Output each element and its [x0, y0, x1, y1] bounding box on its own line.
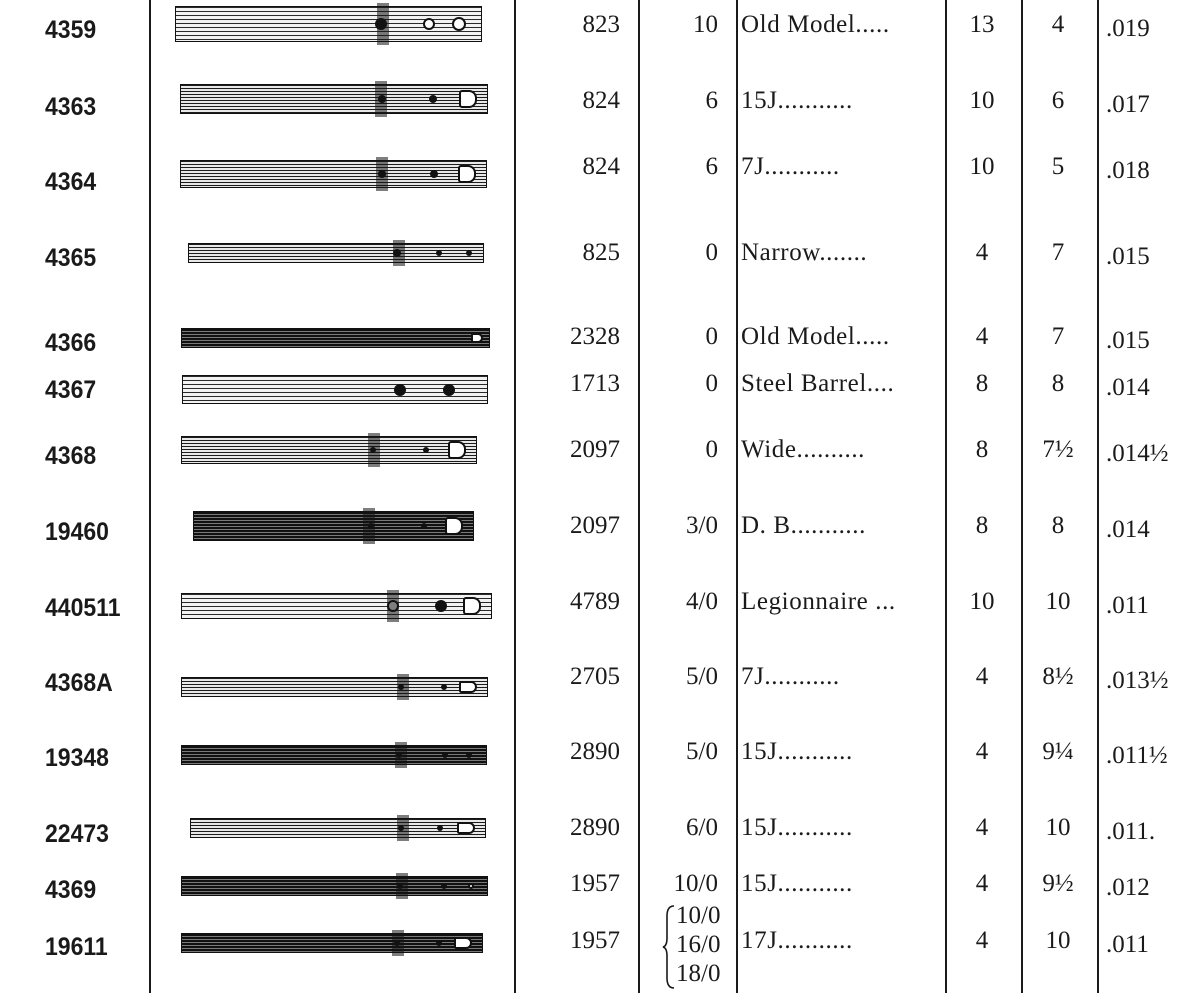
watch-size: 0: [705, 436, 718, 463]
strip-hole: [430, 170, 438, 178]
column-rule-2: [514, 0, 516, 993]
column-7-value: 8: [1051, 370, 1065, 397]
part-number: 19611: [45, 933, 108, 961]
size-list: [676, 901, 720, 988]
model-description: Wide..........: [741, 436, 866, 463]
strip-eye: [459, 681, 477, 693]
strip-brace: [363, 508, 375, 544]
reference-number: 1713: [570, 370, 620, 397]
strip-hole: [436, 250, 442, 256]
model-description: Narrow.......: [741, 239, 868, 266]
column-7-value: 9½: [1042, 870, 1074, 897]
column-rule-7: [1097, 0, 1099, 993]
model-description: 17J...........: [741, 927, 853, 954]
strip-hole: [394, 384, 406, 396]
column-6-value: 4: [975, 927, 989, 954]
strip-hole: [468, 883, 474, 889]
reference-number: 2328: [570, 323, 620, 350]
mainspring-illustration: [181, 328, 490, 348]
column-6-value: 4: [975, 663, 989, 690]
column-8-value: .011: [1106, 931, 1149, 958]
reference-number: 824: [582, 153, 620, 180]
model-description: D. B...........: [741, 512, 866, 539]
size-brace: [662, 904, 676, 990]
reference-number: 825: [582, 239, 620, 266]
watch-size: 6: [705, 153, 718, 180]
reference-number: 2705: [570, 663, 620, 690]
column-rule-3: [638, 0, 640, 993]
part-number: 4366: [45, 329, 97, 357]
part-number: 4364: [45, 168, 97, 196]
mainspring-illustration: [181, 876, 488, 896]
watch-size: 10/0: [673, 870, 718, 897]
column-8-value: .015: [1106, 327, 1150, 354]
model-description: 15J...........: [741, 814, 853, 841]
strip-hole: [429, 95, 437, 103]
strip-brace: [375, 81, 387, 117]
mainspring-illustration: [193, 511, 474, 541]
strip-eye: [458, 165, 476, 183]
model-description: Old Model.....: [741, 323, 890, 350]
column-7-value: 10: [1045, 588, 1071, 615]
watch-size: 6: [705, 87, 718, 114]
reference-number: 1957: [570, 927, 620, 954]
column-6-value: 8: [975, 512, 989, 539]
strip-hole: [421, 523, 427, 529]
strip-brace: [397, 815, 409, 841]
column-6-value: 8: [975, 436, 989, 463]
strip-brace: [387, 590, 399, 622]
column-8-value: .019: [1106, 15, 1150, 42]
model-description: 7J...........: [741, 153, 840, 180]
watch-size: 5/0: [686, 738, 718, 765]
part-number: 4365: [45, 244, 97, 272]
column-6-value: 4: [975, 323, 989, 350]
strip-brace: [396, 873, 408, 899]
strip-brace: [377, 3, 389, 45]
model-description: 7J...........: [741, 663, 840, 690]
strip-hole: [466, 250, 472, 256]
column-8-value: .012: [1106, 874, 1150, 901]
watch-size: 3/0: [686, 512, 718, 539]
column-8-value: .014: [1106, 516, 1150, 543]
column-8-value: .011: [1106, 592, 1149, 619]
part-number: 4368: [45, 442, 97, 470]
part-number: 440511: [45, 594, 121, 622]
strip-eye: [457, 822, 475, 834]
part-number: 4359: [45, 16, 97, 44]
column-8-value: .017: [1106, 91, 1150, 118]
strip-brace: [376, 157, 388, 191]
strip-hole: [452, 17, 466, 31]
model-description: Steel Barrel....: [741, 370, 895, 397]
part-number: 19348: [45, 744, 109, 772]
column-6-value: 13: [969, 11, 995, 38]
watch-size: 0: [705, 323, 718, 350]
part-number: 4368A: [45, 669, 113, 697]
column-6-value: 10: [969, 588, 995, 615]
strip-brace: [392, 930, 404, 956]
mainspring-illustration: [175, 6, 482, 42]
column-rule-6: [1021, 0, 1023, 993]
reference-number: 2890: [570, 738, 620, 765]
watch-size: 5/0: [686, 663, 718, 690]
mainspring-illustration: [181, 593, 492, 619]
model-description: 15J...........: [741, 87, 853, 114]
column-rule-1: [149, 0, 151, 993]
watch-size: 18/0: [676, 960, 721, 987]
strip-hole: [441, 883, 447, 889]
watch-size: 10/0: [676, 902, 721, 929]
column-6-value: 4: [975, 239, 989, 266]
column-7-value: 7: [1051, 239, 1065, 266]
strip-hole: [423, 18, 435, 30]
column-7-value: 9¼: [1042, 738, 1074, 765]
mainspring-illustration: [180, 160, 487, 188]
column-6-value: 8: [975, 370, 989, 397]
strip-brace: [397, 674, 409, 700]
strip-eye: [471, 333, 483, 343]
column-8-value: .011½: [1106, 742, 1168, 769]
reference-number: 1957: [570, 870, 620, 897]
column-6-value: 10: [969, 87, 995, 114]
strip-hole: [442, 752, 448, 758]
column-rule-4: [736, 0, 738, 993]
column-6-value: 4: [975, 870, 989, 897]
mainspring-illustration: [190, 818, 486, 838]
column-7-value: 10: [1045, 814, 1071, 841]
column-8-value: .014½: [1106, 440, 1169, 467]
column-rule-5: [945, 0, 947, 993]
strip-hole: [437, 825, 443, 831]
column-7-value: 7: [1051, 323, 1065, 350]
column-6-value: 4: [975, 738, 989, 765]
part-number: 4367: [45, 376, 97, 404]
reference-number: 2890: [570, 814, 620, 841]
watch-size: 0: [705, 239, 718, 266]
part-number: 4363: [45, 93, 97, 121]
strip-hole: [441, 684, 447, 690]
strip-eye: [459, 90, 477, 108]
mainspring-illustration: [181, 436, 477, 464]
mainspring-illustration: [181, 745, 487, 765]
model-description: Legionnaire ...: [741, 588, 896, 615]
column-8-value: .014: [1106, 374, 1150, 401]
column-6-value: 10: [969, 153, 995, 180]
watch-size: 10: [693, 11, 718, 38]
part-number: 22473: [45, 820, 109, 848]
column-7-value: 10: [1045, 927, 1071, 954]
strip-hole: [443, 384, 455, 396]
strip-brace: [395, 742, 407, 768]
column-7-value: 8: [1051, 512, 1065, 539]
reference-number: 2097: [570, 512, 620, 539]
reference-number: 4789: [570, 588, 620, 615]
model-description: 15J...........: [741, 870, 853, 897]
column-7-value: 5: [1051, 153, 1065, 180]
strip-eye: [454, 937, 472, 949]
column-7-value: 7½: [1042, 436, 1074, 463]
mainspring-illustration: [181, 677, 488, 697]
reference-number: 823: [582, 11, 620, 38]
strip-hole: [436, 940, 442, 946]
watch-size: 0: [705, 370, 718, 397]
model-description: Old Model.....: [741, 11, 890, 38]
strip-hole: [423, 447, 429, 453]
column-8-value: .015: [1106, 243, 1150, 270]
reference-number: 824: [582, 87, 620, 114]
strip-hole: [435, 600, 447, 612]
strip-brace: [368, 433, 380, 467]
mainspring-illustration: [180, 84, 488, 114]
reference-number: 2097: [570, 436, 620, 463]
strip-eye: [445, 517, 463, 535]
strip-eye: [448, 441, 466, 459]
model-description: 15J...........: [741, 738, 853, 765]
watch-size: 6/0: [686, 814, 718, 841]
mainspring-illustration: [188, 243, 484, 263]
mainspring-illustration: [182, 375, 488, 404]
column-8-value: .018: [1106, 157, 1150, 184]
column-7-value: 8½: [1042, 663, 1074, 690]
strip-brace: [393, 240, 405, 266]
mainspring-illustration: [181, 933, 483, 953]
part-number: 19460: [45, 518, 109, 546]
column-7-value: 6: [1051, 87, 1065, 114]
part-number: 4369: [45, 876, 97, 904]
column-6-value: 4: [975, 814, 989, 841]
strip-eye: [463, 597, 481, 615]
column-7-value: 4: [1051, 11, 1065, 38]
strip-hole: [466, 752, 472, 758]
column-8-value: .011.: [1106, 818, 1156, 845]
watch-size: 16/0: [676, 931, 721, 958]
watch-size: 4/0: [686, 588, 718, 615]
column-8-value: .013½: [1106, 667, 1169, 694]
